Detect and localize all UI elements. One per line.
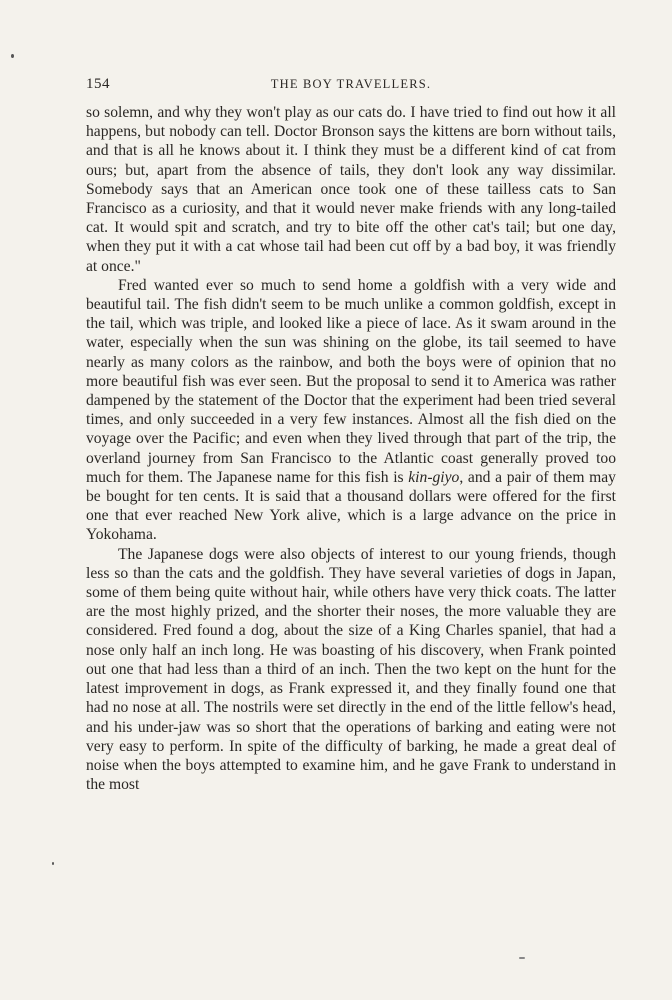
paper-speck-margin <box>52 862 54 865</box>
paragraph-2 <box>86 276 616 545</box>
paper-speck-bottom <box>519 957 525 959</box>
paragraph-2-italic-term: kin-giyo <box>408 468 460 486</box>
page-number: 154 <box>86 76 110 92</box>
paragraph-3: The Japanese dogs were also objects of interest to our young friends, though less so than the cats and the goldfish. They have several varieties of dogs in Japan, some of them being quite without hair, while others have very thick coats. The latter are the most highly prized, and the shorter their noses, the more valuable they are considered. Fred found a dog, about the size of a King Charles spaniel, that had a nose only half an inch long. He was boasting of his discovery, when Frank pointed out one that had less than a third of an inch. Then the two kept on the hunt for the latest improvement in dogs, as Frank expressed it, and they finally found one that had no nose at all. The nostrils were set directly in the end of the little fellow's head, and his under-jaw was so short that the operations of barking and eating were not very easy to perform. In spite of the difficulty of barking, he made a great deal of noise when the boys attempted to examine him, and he gave Frank to understand in the most <box>86 545 616 794</box>
paragraph-2-text-after: , and a pair of them may be bought for ten cents. It is said that a thousand dollars were offered for the first one that ever reached New York alive, which is a large advance on the price in Yokohama. <box>86 468 616 544</box>
page-header <box>86 76 616 96</box>
body-text <box>86 103 616 794</box>
paragraph-1: so solemn, and why they won't play as our cats do. I have tried to find out how it all happens, but nobody can tell. Doctor Bronson says the kittens are born without tails, and that is all he knows about it. I think they must be a different kind of cat from ours; but, apart from the absence of tails, they don't look any way dissimilar. Somebody says that an American once took one of these tailless cats to San Francisco as a curiosity, and that it would never make friends with any long-tailed cat. It would spit and scratch, and try to bite off the other cat's tail; but one day, when they put it with a cat whose tail had been cut off by a bad boy, it was friendly at once." <box>86 104 616 275</box>
running-title: THE BOY TRAVELLERS. <box>270 77 432 91</box>
paragraph-2-text-before: Fred wanted ever so much to send home a goldfish with a very wide and beautiful tail. The fish didn't seem to be much unlike a common goldfish, except in the tail, which was triple, and looked like a piece of lace. As it swam around in the water, especially when the sun was shining on the globe, its tail seemed to have nearly as many colors as the rainbow, and both the boys were of opinion that no more beautiful fish was ever seen. But the proposal to send it to America was rather dampened by the statement of the Doctor that the experiment had been tried several times, and only succeeded in a very few instances. Almost all the fish died on the voyage over the Pacific; and even when they lived through that part of the trip, the overland journey from San Francisco to the Atlantic coast generally proved too much for them. The Japanese name for this fish is <box>86 276 616 486</box>
paper-speck-left <box>11 54 14 58</box>
